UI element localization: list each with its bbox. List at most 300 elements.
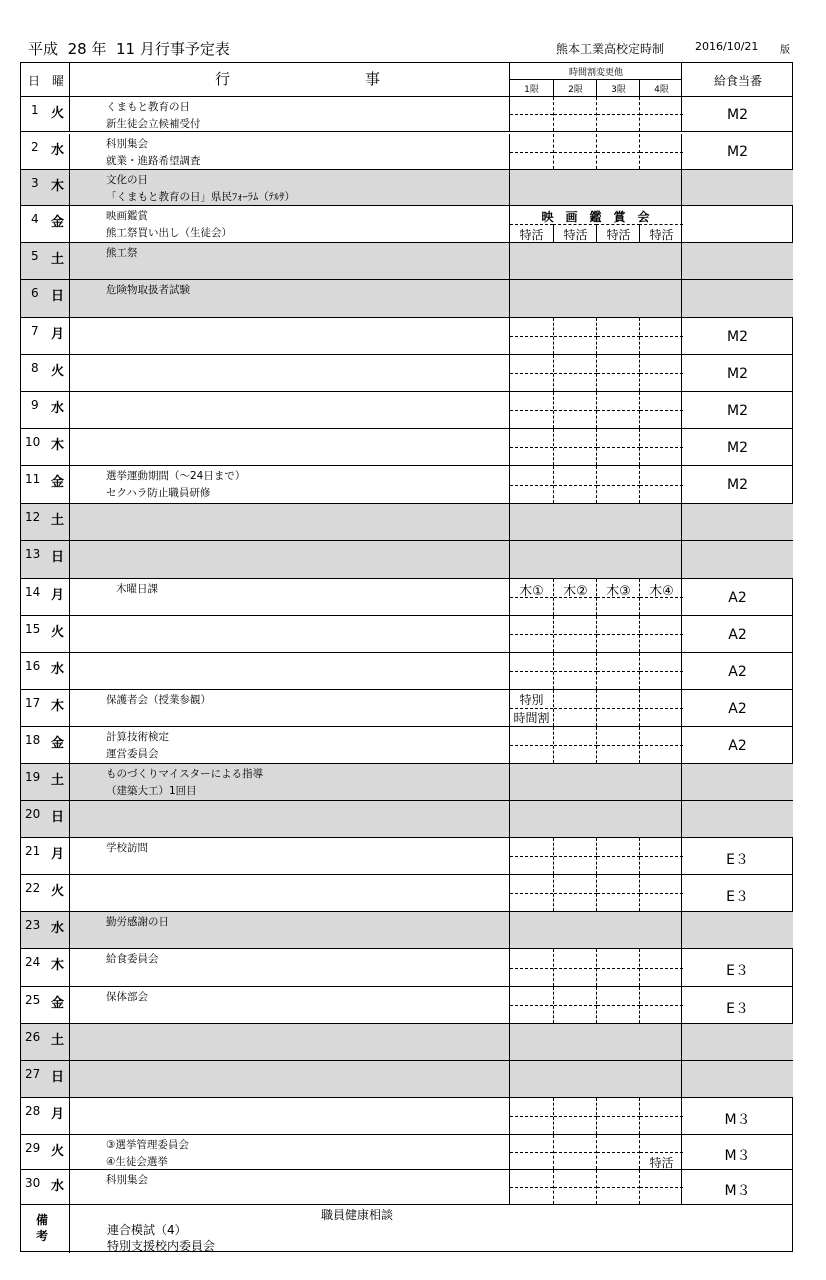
day-of-week: 金 bbox=[51, 736, 65, 751]
day-cell bbox=[21, 949, 69, 986]
day-of-week: 金 bbox=[51, 475, 65, 490]
event-line: 就業・進路希望調査 bbox=[106, 155, 201, 167]
day-of-week: 月 bbox=[51, 588, 65, 603]
period-slot bbox=[639, 466, 683, 503]
day-number: 26 bbox=[25, 1030, 41, 1044]
lunch-duty-value: M2 bbox=[727, 328, 748, 345]
day-of-week: 水 bbox=[51, 921, 65, 936]
lunch-duty-value: A2 bbox=[728, 589, 747, 606]
period-slot bbox=[639, 727, 683, 763]
day-of-week: 火 bbox=[51, 364, 65, 379]
day-number: 19 bbox=[25, 770, 41, 784]
day-of-week: 水 bbox=[51, 401, 65, 416]
table-row bbox=[21, 987, 792, 1024]
time-change-cell bbox=[509, 243, 681, 279]
event-cell bbox=[69, 134, 509, 169]
period-slot bbox=[510, 134, 553, 169]
time-change-cell bbox=[509, 1024, 681, 1060]
lunch-duty-value: M2 bbox=[727, 477, 748, 493]
event-line: 保護者会（授業参観） bbox=[106, 694, 211, 706]
page-title: 平成 28 年 11 月行事予定表 bbox=[28, 40, 230, 58]
day-cell bbox=[21, 280, 69, 317]
time-change-cell bbox=[509, 653, 681, 689]
day-cell bbox=[21, 579, 69, 615]
table-row bbox=[21, 206, 792, 243]
header-day: 日 曜 bbox=[28, 74, 65, 88]
day-number: 27 bbox=[25, 1067, 41, 1081]
period-slot bbox=[639, 429, 683, 465]
period-slot bbox=[553, 690, 597, 726]
event-line: 計算技術検定 bbox=[106, 731, 169, 743]
time-change-cell bbox=[509, 949, 681, 986]
period-slot bbox=[596, 1135, 640, 1169]
time-change-cell bbox=[509, 429, 681, 465]
table-row bbox=[21, 764, 792, 801]
period-slot bbox=[596, 134, 640, 169]
day-of-week: 水 bbox=[51, 143, 65, 158]
day-cell bbox=[21, 97, 69, 131]
event-line: 文化の日 bbox=[106, 174, 148, 186]
day-number: 11 bbox=[25, 472, 41, 486]
lunch-duty-value: M３ bbox=[724, 1182, 751, 1199]
day-of-week: 火 bbox=[51, 1144, 65, 1159]
schedule-table bbox=[20, 62, 793, 1252]
lunch-duty-value: M３ bbox=[724, 1111, 751, 1128]
day-number: 30 bbox=[25, 1176, 41, 1190]
day-of-week: 日 bbox=[51, 1070, 65, 1085]
day-of-week: 木 bbox=[51, 958, 65, 973]
table-row bbox=[21, 243, 792, 280]
lunch-duty-value: E３ bbox=[726, 851, 749, 868]
day-number: 18 bbox=[25, 733, 41, 747]
table-row bbox=[21, 838, 792, 875]
event-cell bbox=[69, 243, 509, 279]
period-slot bbox=[510, 318, 553, 354]
period-slot bbox=[553, 1098, 597, 1134]
time-change-cell bbox=[509, 727, 681, 763]
period-3-header: 3限 bbox=[596, 79, 640, 97]
day-number: 17 bbox=[25, 696, 41, 710]
event-line: 選挙運動期間（～24日まで） bbox=[106, 470, 246, 482]
header-time-changes: 時間割変更他 1限 2限 3限 4限 bbox=[509, 63, 681, 96]
version-date: 2016/10/21 bbox=[695, 40, 759, 53]
period-slot bbox=[596, 1170, 640, 1204]
time-change-cell bbox=[509, 987, 681, 1023]
remarks-center: 職員健康相談 bbox=[321, 1208, 394, 1222]
day-number: 24 bbox=[25, 955, 41, 969]
lunch-duty-value: M2 bbox=[727, 439, 748, 456]
lunch-duty-cell bbox=[681, 653, 793, 689]
day-of-week: 土 bbox=[51, 1033, 65, 1048]
time-change-cell bbox=[509, 1098, 681, 1134]
period-slot bbox=[510, 838, 553, 874]
day-cell bbox=[21, 429, 69, 465]
period-slot bbox=[639, 1170, 683, 1204]
table-row bbox=[21, 616, 792, 653]
day-cell bbox=[21, 243, 69, 279]
period-slot bbox=[596, 97, 640, 131]
day-cell bbox=[21, 392, 69, 428]
event-cell bbox=[69, 987, 509, 1023]
header-event: 行 事 bbox=[69, 63, 509, 96]
period-slot bbox=[553, 134, 597, 169]
day-number: 12 bbox=[25, 510, 41, 524]
lunch-duty-cell bbox=[681, 727, 793, 763]
table-row bbox=[21, 134, 792, 170]
period-slot bbox=[510, 875, 553, 911]
event-cell bbox=[69, 355, 509, 391]
day-cell bbox=[21, 1024, 69, 1060]
table-header-row bbox=[21, 63, 792, 97]
day-of-week: 日 bbox=[51, 550, 65, 565]
table-row bbox=[21, 541, 792, 579]
period-slot bbox=[553, 429, 597, 465]
time-change-cell bbox=[509, 1170, 681, 1204]
day-cell bbox=[21, 541, 69, 578]
lunch-duty-cell bbox=[681, 466, 793, 503]
period-slot bbox=[639, 653, 683, 689]
event-cell bbox=[69, 280, 509, 317]
period-slot bbox=[639, 97, 683, 131]
period-slot bbox=[510, 429, 553, 465]
lunch-duty-cell bbox=[681, 318, 793, 354]
event-line: ④生徒会選挙 bbox=[106, 1156, 168, 1168]
table-row bbox=[21, 1135, 792, 1170]
period-slot bbox=[596, 318, 640, 354]
day-of-week: 土 bbox=[51, 773, 65, 788]
time-change-cell bbox=[509, 134, 681, 169]
event-cell bbox=[69, 653, 509, 689]
period-slot bbox=[553, 1135, 597, 1169]
table-row bbox=[21, 280, 792, 318]
lunch-duty-cell bbox=[681, 392, 793, 428]
period-slot: 木④ bbox=[639, 579, 683, 615]
lunch-duty-cell bbox=[681, 541, 793, 578]
event-cell bbox=[69, 579, 509, 615]
lunch-duty-value: A2 bbox=[728, 737, 747, 754]
lunch-duty-cell bbox=[681, 97, 793, 131]
period-slot bbox=[510, 949, 553, 986]
table-row bbox=[21, 1098, 792, 1135]
period-slot bbox=[596, 690, 640, 726]
period-slot bbox=[596, 392, 640, 428]
period-slot: 木① bbox=[510, 579, 553, 615]
day-number: 1 bbox=[31, 103, 39, 117]
period-slot bbox=[510, 727, 553, 763]
period-slot bbox=[639, 875, 683, 911]
table-row bbox=[21, 392, 792, 429]
day-of-week: 木 bbox=[51, 438, 65, 453]
time-change-cell bbox=[509, 912, 681, 948]
event-line: 保体部会 bbox=[106, 991, 148, 1003]
period-slot bbox=[596, 1098, 640, 1134]
period-slot bbox=[639, 690, 683, 726]
table-row bbox=[21, 579, 792, 616]
lunch-duty-cell bbox=[681, 801, 793, 837]
lunch-duty-cell bbox=[681, 1098, 793, 1134]
event-line: 学校訪問 bbox=[106, 842, 148, 854]
day-of-week: 火 bbox=[51, 625, 65, 640]
event-cell bbox=[69, 764, 509, 800]
day-of-week: 水 bbox=[51, 662, 65, 677]
day-cell bbox=[21, 987, 69, 1023]
event-cell bbox=[69, 727, 509, 763]
time-change-cell bbox=[509, 579, 681, 615]
event-cell bbox=[69, 949, 509, 986]
period-slot bbox=[596, 355, 640, 391]
lunch-duty-cell bbox=[681, 616, 793, 652]
day-cell bbox=[21, 838, 69, 874]
table-row bbox=[21, 466, 792, 504]
period-slot bbox=[553, 875, 597, 911]
time-change-cell bbox=[509, 280, 681, 317]
period-slot bbox=[553, 1170, 597, 1204]
lunch-duty-value: M2 bbox=[727, 365, 748, 382]
day-cell bbox=[21, 1061, 69, 1097]
lunch-duty-cell bbox=[681, 912, 793, 948]
period-slot bbox=[639, 616, 683, 652]
lunch-duty-cell bbox=[681, 579, 793, 615]
lunch-duty-cell bbox=[681, 764, 793, 800]
day-of-week: 日 bbox=[51, 810, 65, 825]
period-slot bbox=[639, 355, 683, 391]
period-slot: 特活 bbox=[639, 224, 683, 244]
period-4-header: 4限 bbox=[639, 79, 683, 97]
day-number: 9 bbox=[31, 398, 39, 412]
time-change-cell bbox=[509, 764, 681, 800]
lunch-duty-cell bbox=[681, 206, 793, 242]
lunch-duty-cell bbox=[681, 690, 793, 726]
event-line: 「くまもと教育の日」県民ﾌｫｰﾗﾑ（ﾃﾙｻ） bbox=[106, 191, 295, 203]
lunch-duty-cell bbox=[681, 134, 793, 169]
day-of-week: 月 bbox=[51, 327, 65, 342]
day-cell bbox=[21, 727, 69, 763]
day-of-week: 金 bbox=[51, 215, 65, 230]
period-slot bbox=[510, 392, 553, 428]
period-slot bbox=[639, 987, 683, 1023]
time-change-cell bbox=[509, 466, 681, 503]
table-row bbox=[21, 1061, 792, 1098]
event-cell bbox=[69, 318, 509, 354]
table-row bbox=[21, 653, 792, 690]
event-line: 勤労感謝の日 bbox=[106, 916, 169, 928]
table-row bbox=[21, 801, 792, 838]
period-slot bbox=[553, 392, 597, 428]
event-cell bbox=[69, 1098, 509, 1134]
period-slot bbox=[553, 466, 597, 503]
event-cell bbox=[69, 616, 509, 652]
event-cell bbox=[69, 1061, 509, 1097]
lunch-duty-value: E３ bbox=[726, 1000, 749, 1017]
period-slot bbox=[596, 838, 640, 874]
period-slot: 特活 bbox=[553, 224, 597, 244]
event-cell bbox=[69, 1135, 509, 1169]
day-number: 2 bbox=[31, 140, 39, 154]
period-slot bbox=[510, 1098, 553, 1134]
table-row bbox=[21, 318, 792, 355]
day-number: 14 bbox=[25, 585, 41, 599]
lunch-duty-cell bbox=[681, 243, 793, 279]
day-number: 20 bbox=[25, 807, 41, 821]
day-number: 4 bbox=[31, 212, 39, 226]
time-change-cell bbox=[509, 97, 681, 131]
table-row bbox=[21, 949, 792, 987]
period-slot bbox=[510, 1170, 553, 1204]
period-slot bbox=[553, 97, 597, 131]
time-change-cell bbox=[509, 318, 681, 354]
period-slot bbox=[639, 1098, 683, 1134]
day-cell bbox=[21, 134, 69, 169]
lunch-duty-cell bbox=[681, 987, 793, 1023]
event-cell bbox=[69, 392, 509, 428]
lunch-duty-value: A2 bbox=[728, 700, 747, 717]
day-number: 10 bbox=[25, 435, 41, 449]
time-change-cell bbox=[509, 541, 681, 578]
table-row bbox=[21, 1170, 792, 1205]
table-row bbox=[21, 690, 792, 727]
day-cell bbox=[21, 504, 69, 540]
event-line: 科別集会 bbox=[106, 138, 148, 150]
time-change-cell bbox=[509, 355, 681, 391]
day-cell bbox=[21, 318, 69, 354]
day-cell bbox=[21, 170, 69, 205]
period-slot: 特活 bbox=[510, 224, 553, 244]
lunch-duty-cell bbox=[681, 170, 793, 205]
event-line: ものづくりマイスターによる指導 bbox=[106, 768, 264, 780]
table-row bbox=[21, 727, 792, 764]
period-slot bbox=[596, 653, 640, 689]
event-line: 新生徒会立候補受付 bbox=[106, 118, 201, 130]
lunch-duty-value: E３ bbox=[726, 888, 749, 905]
period-slot bbox=[596, 949, 640, 986]
period-slot bbox=[510, 653, 553, 689]
day-cell bbox=[21, 653, 69, 689]
document-header bbox=[0, 0, 826, 62]
lunch-duty-cell bbox=[681, 429, 793, 465]
day-number: 13 bbox=[25, 547, 41, 561]
day-number: 23 bbox=[25, 918, 41, 932]
movie-event-label: 映 画 鑑 賞 会 bbox=[541, 210, 650, 224]
event-line: （建築大工）1回目 bbox=[106, 785, 197, 797]
period-slot bbox=[553, 838, 597, 874]
day-cell bbox=[21, 875, 69, 911]
remarks-line-1: 連合模試（4） bbox=[107, 1223, 187, 1237]
table-row bbox=[21, 429, 792, 466]
period-slot bbox=[510, 1135, 553, 1169]
lunch-duty-cell bbox=[681, 504, 793, 540]
period-slot bbox=[596, 429, 640, 465]
event-line: セクハラ防止職員研修 bbox=[106, 487, 211, 499]
header-lunch: 給食当番 bbox=[681, 63, 793, 96]
day-number: 5 bbox=[31, 249, 39, 263]
lunch-duty-cell bbox=[681, 875, 793, 911]
time-change-cell bbox=[509, 875, 681, 911]
lunch-duty-cell bbox=[681, 355, 793, 391]
lunch-duty-value: E３ bbox=[726, 963, 749, 979]
event-cell bbox=[69, 838, 509, 874]
event-cell bbox=[69, 1024, 509, 1060]
table-row bbox=[21, 355, 792, 392]
day-cell bbox=[21, 1170, 69, 1204]
period-slot: 木③ bbox=[596, 579, 640, 615]
event-cell bbox=[69, 429, 509, 465]
period-slot bbox=[510, 355, 553, 391]
day-of-week: 木 bbox=[51, 179, 65, 194]
day-of-week: 木 bbox=[51, 699, 65, 714]
day-cell bbox=[21, 764, 69, 800]
lunch-duty-cell bbox=[681, 1024, 793, 1060]
day-number: 25 bbox=[25, 993, 41, 1007]
day-cell bbox=[21, 912, 69, 948]
lunch-duty-cell bbox=[681, 838, 793, 874]
period-slot bbox=[553, 949, 597, 986]
period-slot: 特別 時間割 bbox=[510, 690, 553, 726]
remarks-row: 備 考 職員健康相談 連合模試（4） 特別支援校内委員会 bbox=[21, 1205, 792, 1253]
lunch-duty-value: M2 bbox=[727, 144, 748, 160]
event-cell bbox=[69, 466, 509, 503]
time-change-cell bbox=[509, 690, 681, 726]
day-cell bbox=[21, 801, 69, 837]
event-line: 木曜日課 bbox=[116, 583, 158, 595]
table-row bbox=[21, 875, 792, 912]
lunch-duty-cell bbox=[681, 949, 793, 986]
event-cell bbox=[69, 504, 509, 540]
period-slot bbox=[639, 392, 683, 428]
event-line: 危険物取扱者試験 bbox=[106, 284, 190, 296]
day-cell bbox=[21, 466, 69, 503]
day-cell bbox=[21, 355, 69, 391]
period-slot bbox=[510, 616, 553, 652]
event-line: ③選挙管理委員会 bbox=[106, 1139, 189, 1151]
lunch-duty-value: M2 bbox=[727, 106, 748, 123]
day-number: 28 bbox=[25, 1104, 41, 1118]
school-name: 熊本工業高校定時制 bbox=[556, 42, 665, 56]
day-number: 29 bbox=[25, 1141, 41, 1155]
day-cell bbox=[21, 206, 69, 242]
period-slot bbox=[553, 653, 597, 689]
day-number: 22 bbox=[25, 881, 41, 895]
day-cell bbox=[21, 1135, 69, 1169]
period-1-header: 1限 bbox=[524, 85, 539, 95]
table-row bbox=[21, 504, 792, 541]
period-slot bbox=[639, 134, 683, 169]
period-slot bbox=[553, 318, 597, 354]
time-change-cell bbox=[509, 1061, 681, 1097]
event-line: 熊工祭 bbox=[106, 247, 138, 259]
period-slot bbox=[553, 987, 597, 1023]
event-cell bbox=[69, 875, 509, 911]
time-change-cell bbox=[509, 801, 681, 837]
period-slot bbox=[596, 727, 640, 763]
period-slot bbox=[596, 616, 640, 652]
time-change-cell bbox=[509, 392, 681, 428]
day-of-week: 金 bbox=[51, 996, 65, 1011]
event-line: 給食委員会 bbox=[106, 953, 159, 965]
period-slot bbox=[510, 987, 553, 1023]
event-cell bbox=[69, 97, 509, 131]
time-change-cell bbox=[509, 170, 681, 205]
table-row bbox=[21, 1024, 792, 1061]
day-number: 6 bbox=[31, 286, 39, 300]
version-label: 版 bbox=[780, 45, 790, 56]
event-line: 運営委員会 bbox=[106, 748, 159, 760]
day-number: 3 bbox=[31, 176, 39, 190]
lunch-duty-value: M３ bbox=[724, 1147, 751, 1164]
day-number: 7 bbox=[31, 324, 39, 338]
day-number: 16 bbox=[25, 659, 41, 673]
remarks-line-2: 特別支援校内委員会 bbox=[107, 1239, 216, 1253]
table-row bbox=[21, 97, 792, 132]
